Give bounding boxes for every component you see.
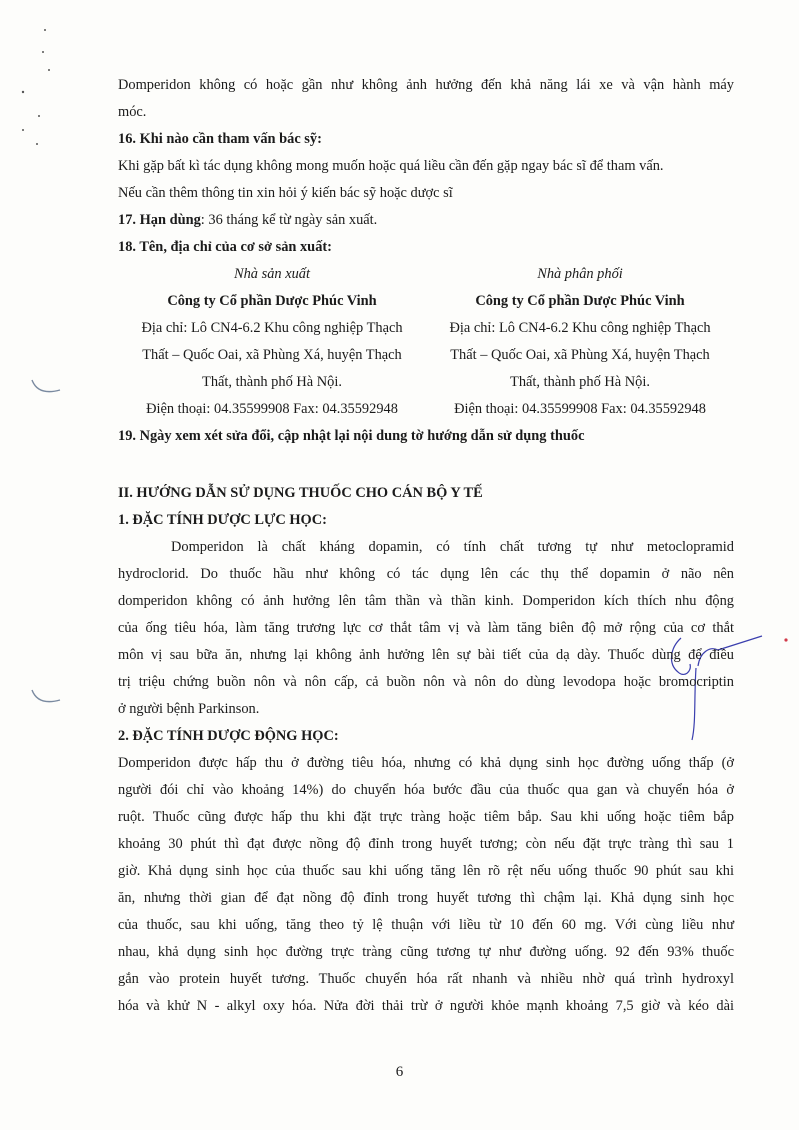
section-16-heading: 16. Khi nào cần tham vấn bác sỹ: — [118, 131, 322, 147]
paragraph-line: domperidon không có ảnh hưởng lên tâm thần và thần kinh. Domperidon kích thích nhu động — [118, 593, 734, 609]
punch-hole-mark-2 — [28, 686, 64, 710]
paragraph-line: hydroclorid. Do thuốc hầu như không có tác dụng lên các thụ thể dopamin ở não nên — [118, 566, 734, 582]
paragraph-line: Domperidon không có hoặc gần như không ảnh hưởng đến khả năng lái xe và vận hành máy — [118, 77, 734, 93]
distributor-column — [426, 261, 734, 423]
paragraph-line: giờ. Khả dụng sinh học của thuốc sau khi uống tăng lên rõ rệt nếu uống thuốc 90 phút sau khi — [118, 863, 734, 879]
section-17-text: : 36 tháng kể từ ngày sản xuất. — [200, 212, 378, 228]
paragraph-line: ăn, nhưng thời gian để đạt nồng độ đỉnh trong huyết tương thì chậm lại. Khả dụng sinh học — [118, 890, 734, 906]
section-gap — [118, 450, 734, 480]
paragraph-line: ở người bệnh Parkinson. — [118, 701, 260, 717]
section-19-heading: 19. Ngày xem xét sửa đổi, cập nhật lại nội dung tờ hướng dẫn sử dụng thuốc — [118, 428, 585, 444]
manufacturer-address: Thất – Quốc Oai, xã Phùng Xá, huyện Thạch — [142, 347, 402, 363]
scan-mark-top — [15, 20, 55, 150]
section-17-label: 17. Hạn dùng — [118, 212, 201, 228]
page-content — [118, 72, 734, 1020]
paragraph-line: Khi gặp bất kì tác dụng không mong muốn hoặc quá liều cần đến gặp ngay bác sĩ để tham vấn. — [118, 158, 664, 174]
punch-hole-mark-1 — [28, 376, 64, 400]
paragraph-line: nhau, khả dụng sinh học đường trực tràng cũng tương tự như đường uống. 92 đến 93% thuốc — [118, 944, 734, 960]
paragraph-line: của ống tiêu hóa, làm tăng trương lực cơ thắt tâm vị và làm tăng biên độ mở rộng của cơ thắt — [118, 620, 734, 636]
pharmacokinetics-heading: 2. ĐẶC TÍNH DƯỢC ĐỘNG HỌC: — [118, 728, 339, 744]
distributor-address: Địa chỉ: Lô CN4-6.2 Khu công nghiệp Thạch — [449, 320, 711, 336]
manufacturer-column — [118, 261, 426, 423]
page-number: 6 — [395, 1064, 404, 1080]
paragraph-line: Domperidon là chất kháng dopamin, có tính chất tương tự như metoclopramid — [171, 539, 734, 555]
paragraph-line: môn vị sau bữa ăn, nhưng lại không ảnh hưởng lên sự bài tiết của dạ dày. Thuốc dùng để điều — [118, 647, 734, 663]
paragraph-line: của thuốc, sau khi uống, tăng theo tỷ lệ thuận với liều từ 10 đến 60 mg. Với cùng liều như — [118, 917, 734, 933]
part-2-heading: II. HƯỚNG DẪN SỬ DỤNG THUỐC CHO CÁN BỘ Y TẾ — [118, 485, 483, 501]
manufacturer-address: Thất, thành phố Hà Nội. — [202, 374, 342, 390]
pharmacodynamics-heading: 1. ĐẶC TÍNH DƯỢC LỰC HỌC: — [118, 512, 327, 528]
paragraph-line: hóa và khử N - alkyl oxy hóa. Nửa đời thải trừ ở người khỏe mạnh khoảng 7,5 giờ và kéo dài — [118, 998, 734, 1014]
paragraph-line: khoảng 30 phút thì đạt được nồng độ đỉnh trong huyết tương; còn nếu đặt trực tràng thì sau 1 — [118, 836, 734, 852]
producer-distributor-columns — [118, 261, 734, 423]
paragraph-line: Nếu cần thêm thông tin xin hỏi ý kiến bác sỹ hoặc dược sĩ — [118, 185, 453, 201]
distributor-name: Công ty Cổ phần Dược Phúc Vinh — [475, 293, 685, 309]
paragraph-line: ruột. Thuốc cũng được hấp thu khi đặt trực tràng hoặc tiêm bắp. Sau khi uống hoặc tiêm bắp — [118, 809, 734, 825]
manufacturer-address: Địa chỉ: Lô CN4-6.2 Khu công nghiệp Thạch — [141, 320, 403, 336]
paragraph-line: móc. — [118, 104, 147, 120]
section-17-line — [118, 207, 734, 234]
manufacturer-name: Công ty Cổ phần Dược Phúc Vinh — [167, 293, 377, 309]
distributor-address: Thất – Quốc Oai, xã Phùng Xá, huyện Thạch — [450, 347, 710, 363]
paragraph-line: Domperidon được hấp thu ở đường tiêu hóa, nhưng có khả dụng sinh học đường uống thấp (ở — [118, 755, 734, 771]
paragraph-line: gắn vào protein huyết tương. Thuốc chuyển hóa rất nhanh và nhiều nhờ quá trình hydroxyl — [118, 971, 734, 987]
manufacturer-phone: Điện thoại: 04.35599908 Fax: 04.35592948 — [146, 401, 398, 417]
distributor-address: Thất, thành phố Hà Nội. — [510, 374, 650, 390]
paragraph-line: trị triệu chứng buồn nôn và nôn cấp, cả buồn nôn và nôn do dùng levodopa hoặc bromocriptin — [118, 674, 734, 690]
distributor-role: Nhà phân phối — [537, 266, 623, 282]
section-18-heading: 18. Tên, địa chỉ của cơ sở sản xuất: — [118, 239, 332, 255]
manufacturer-role: Nhà sản xuất — [234, 266, 310, 282]
paragraph-line: người đói chỉ vào khoảng 14%) do chuyển hóa bước đầu của thuốc qua gan và chuyển hóa ở — [118, 782, 734, 798]
distributor-phone: Điện thoại: 04.35599908 Fax: 04.35592948 — [454, 401, 706, 417]
